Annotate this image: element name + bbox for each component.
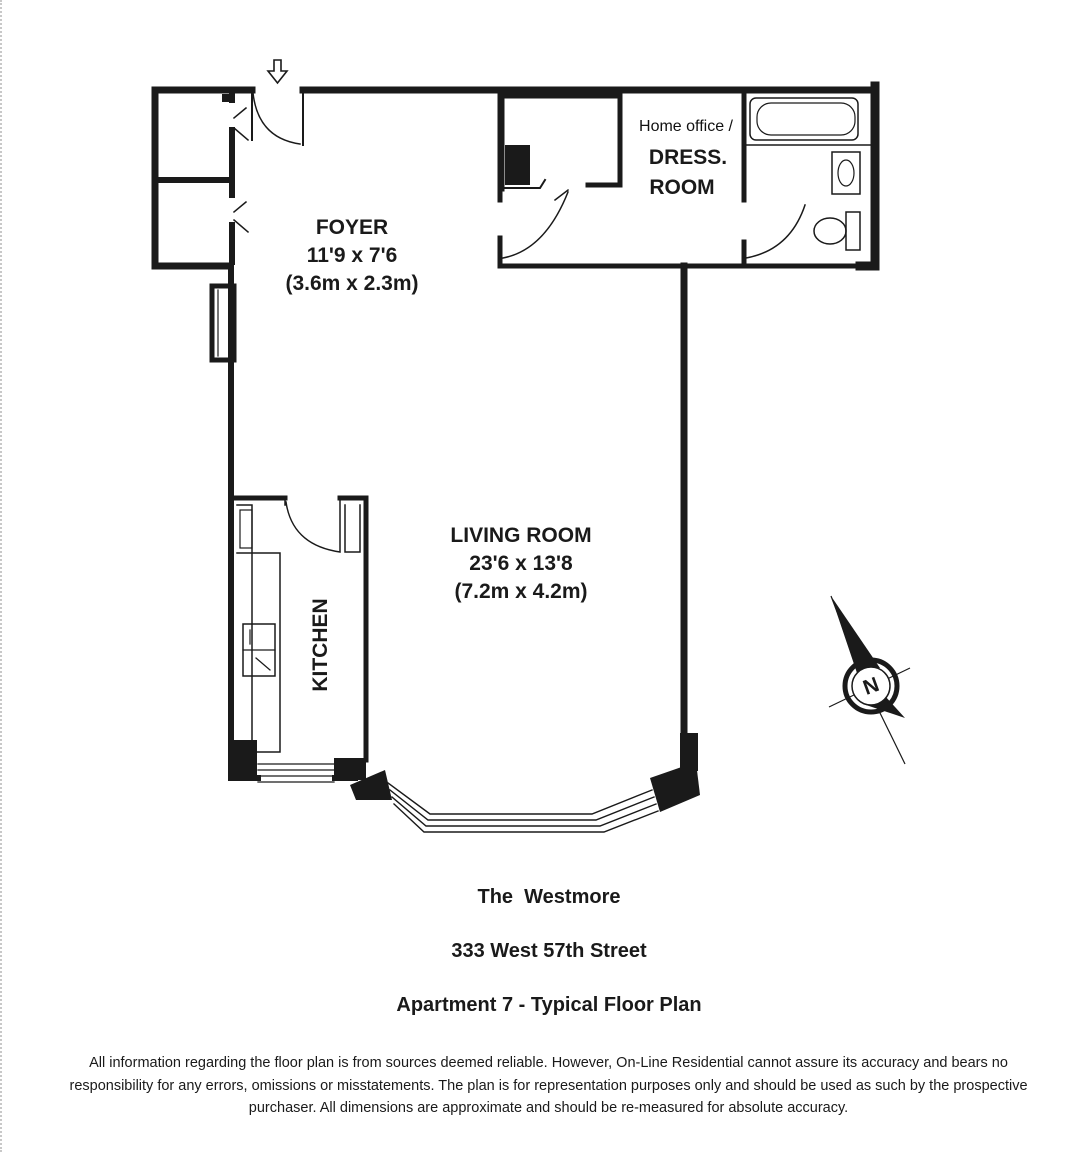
kitchen-stove: [240, 510, 252, 548]
bay-window-line-4: [394, 804, 658, 832]
kitchen-window: [258, 764, 334, 782]
bay-block-rightwall: [680, 733, 698, 771]
office-label: Home office /: [639, 118, 733, 135]
toilet-tank: [846, 212, 860, 250]
bath-door: [746, 205, 805, 258]
plan-title: Apartment 7 - Typical Floor Plan: [396, 994, 702, 1016]
disclaimer-text: All information regarding the floor plan is from sources deemed reliable. However, On-Line Residential cannot assure its accuracy and bears no responsibility for any errors, omissions or misstatements. The plan is for representation purposes only and should be used as such by the prospective purchaser. All dimensions are approximate and should be re-measured for absolute accuracy.: [69, 1055, 1028, 1116]
kitchen-door: [285, 500, 340, 552]
sink-counter: [832, 152, 860, 194]
sink-bowl: [838, 160, 854, 186]
foyer-name: FOYER: [315, 216, 389, 239]
building-name: The Westmore: [477, 886, 621, 908]
dress-label-2: ROOM: [649, 176, 715, 199]
kitchen-counter-r: [345, 505, 360, 552]
wing-door: [503, 190, 568, 258]
living-dims-ft: 23'6 x 13'8: [469, 552, 573, 575]
dress-label-1: DRESS.: [648, 146, 728, 169]
closet-door-1: [234, 108, 248, 140]
wall-right-wing: [860, 86, 875, 266]
bathtub-inner: [757, 103, 855, 135]
living-name: LIVING ROOM: [450, 524, 592, 547]
closet-door-2: [234, 202, 248, 232]
kitchen-sink-div: [243, 630, 275, 670]
living-dims-m: (7.2m x 4.2m): [454, 580, 588, 603]
bay-window-line-1: [388, 783, 652, 814]
kitchen-name: KITCHEN: [309, 598, 332, 692]
kitchen-corner-block-2: [334, 758, 366, 780]
closet-block: [505, 145, 530, 185]
closet-wall-block: [222, 94, 232, 102]
compass-label: N: [860, 673, 883, 700]
building-address: 333 West 57th Street: [451, 940, 647, 962]
entry-door-swing: [253, 93, 300, 144]
toilet-bowl: [814, 218, 846, 244]
kitchen-corner-block: [229, 740, 257, 778]
foyer-dims-m: (3.6m x 2.3m): [285, 272, 419, 295]
foyer-dims-ft: 11'9 x 7'6: [306, 244, 398, 267]
entry-arrow-icon: [268, 60, 287, 83]
